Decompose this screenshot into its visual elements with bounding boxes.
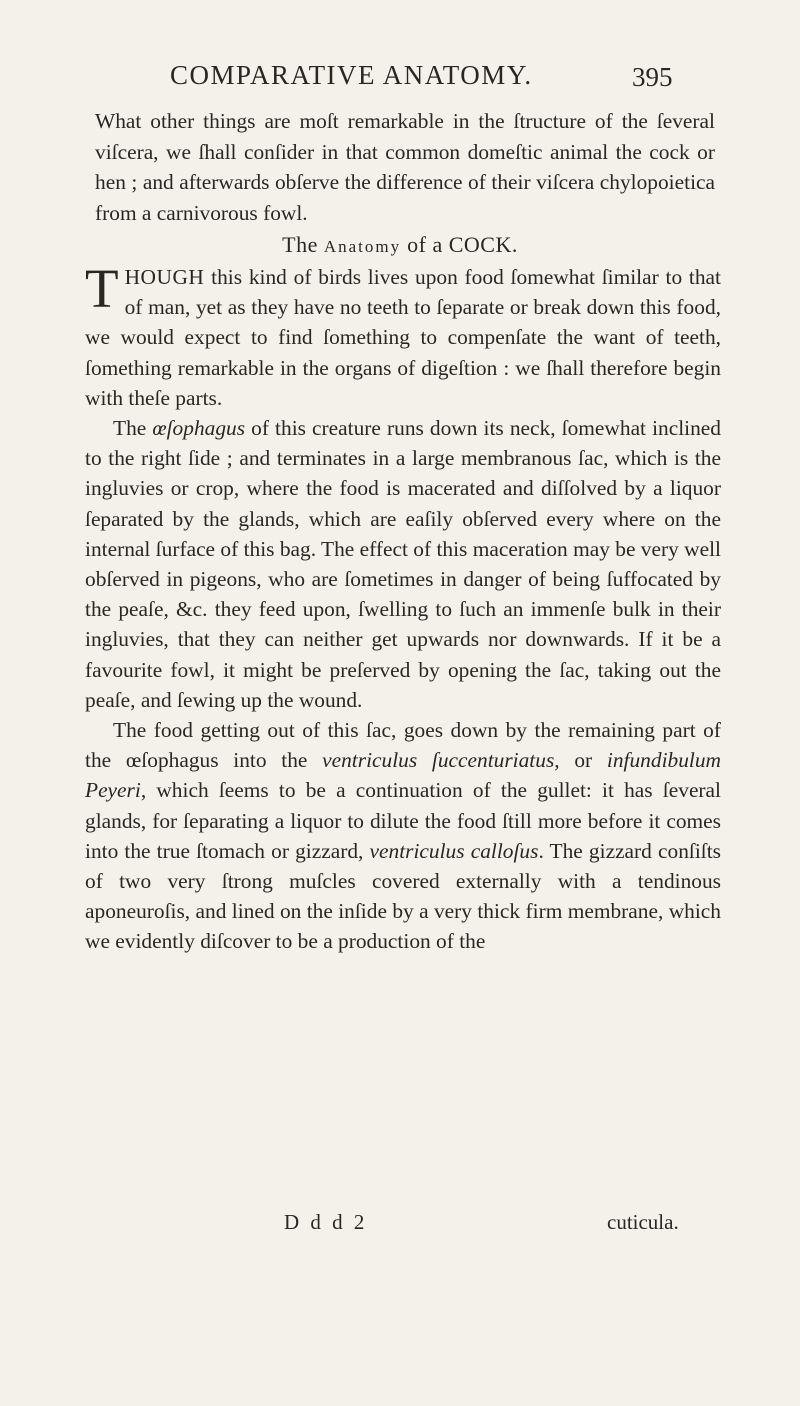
term-ventriculus-succenturiatus: ventriculus ſuccenturiatus [322, 748, 555, 773]
paragraph-3-text-c: , which ſeems to be a continuation of the gullet: it has ſeveral glands, for ſeparating a liquor to dilute the food ſtill more before it comes into the true ſtomach or gizzard, [85, 778, 721, 863]
paragraph-2-text-b: of this creature runs down its neck, ſomewhat inclined to the right ſide ; and terminates in a large membranous ſac, which is the ingluvies or crop, where the food is macerated and diſſolved by a liquor ſeparated by the glands, which are eaſily obſerved every where on the internal ſurface of this bag. The effect of this maceration may be very well obſerved in pigeons, who are ſometimes in danger of being ſuffocated by the peaſe, &c. they feed upon, ſwelling to ſuch an immenſe bulk in their ingluvies, that they can neither get upwards nor downwards. If it be a favourite fowl, it might be preſerved by opening the ſac, taking out the peaſe, and ſewing up the wound. [85, 416, 721, 712]
running-head [0, 60, 800, 100]
page-number: 395 [632, 62, 673, 92]
paragraph-2-text-a: The [113, 416, 153, 441]
intro-paragraph: What other things are moſt remarkable in the ſtructure of the ſeveral viſcera, we ſhall conſider in that common domeſtic animal the cock or hen ; and afterwards obſerve the difference of their viſcera chylopoietica from a carnivorous fowl. [95, 109, 715, 225]
paragraph-3 [85, 715, 721, 957]
term-ventriculus-callosus: ventriculus callоſus [369, 838, 539, 863]
drop-cap: T [85, 258, 119, 319]
opening-word: HOUGH [124, 265, 205, 289]
catchword: cuticula. [607, 1210, 679, 1234]
term-oesophagus: œſophagus [152, 416, 246, 441]
paragraph-1 [85, 258, 721, 413]
paragraph-3-text-d: . The gizzard conſiſts of two very ſtrong muſcles covered externally with a tendinous aponeuroſis, and lined on the inſide by a very thick firm membrane, which we evidently diſcover to be a production of the [85, 838, 721, 954]
signature-mark: D d d 2 [284, 1210, 368, 1234]
section-heading-smallcaps: Anatomy [323, 237, 402, 256]
body-text [85, 258, 721, 957]
section-heading-pre: The [282, 232, 324, 257]
page-footer [0, 1210, 800, 1242]
term-infundibulum-peyeri: infundibulum Peyeri [85, 748, 721, 803]
paragraph-2 [85, 413, 721, 715]
section-heading-post: of a COCK. [401, 232, 518, 257]
running-title: COMPARATIVE ANATOMY. [170, 60, 533, 90]
paragraph-3-text-b: , or [554, 748, 607, 773]
section-heading [0, 232, 800, 258]
paragraph-3-text-a: The food getting out of this ſac, goes down by the remaining part of the œſophagus into the [85, 718, 721, 773]
paragraph-1-text: this kind of birds lives upon food ſomewhat ſimilar to that of man, yet as they have no teeth to ſeparate or break down this food, we would expect to find ſomething to compenſate the want of teeth, ſomething remarkable in the organs of digeſtion : we ſhall therefore begin with theſe parts. [85, 265, 721, 410]
